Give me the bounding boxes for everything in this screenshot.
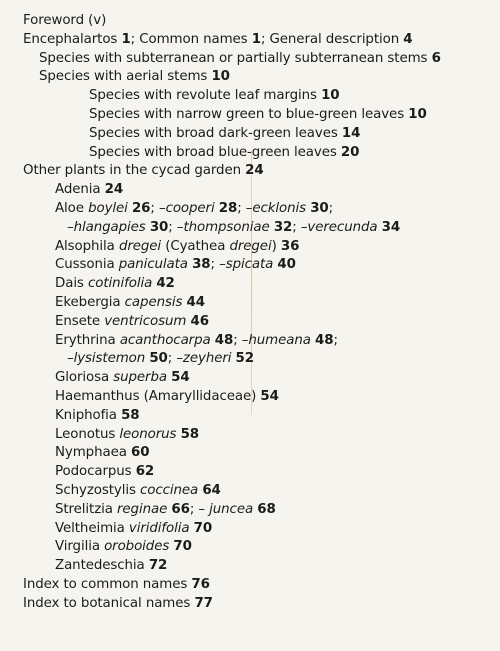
entry-text: Index to common names xyxy=(23,576,192,592)
page-number: 48 xyxy=(214,332,234,348)
species-epithet: spicata xyxy=(225,257,274,273)
page-number: 70 xyxy=(193,520,213,536)
page-number: 44 xyxy=(186,294,205,310)
toc-entry xyxy=(0,294,500,313)
species-epithet: reginae xyxy=(117,501,168,517)
toc-entry xyxy=(0,125,500,144)
entry-text: Virgilia xyxy=(55,539,105,555)
entry-text: Adenia xyxy=(55,182,105,198)
species-epithet: dregei xyxy=(229,238,272,254)
toc-entry xyxy=(0,444,500,463)
entry-text: Veltheimia xyxy=(55,520,129,536)
toc-entry xyxy=(0,275,500,294)
entry-text: Species with broad dark-green leaves xyxy=(89,125,342,141)
page-number: 30 xyxy=(149,219,169,235)
toc-entry xyxy=(0,87,500,106)
page-number: 68 xyxy=(257,501,276,517)
species-epithet: ventricosum xyxy=(104,313,187,329)
page-number: 1 xyxy=(251,31,261,47)
species-epithet: hlangapies xyxy=(73,219,146,235)
page-number: 52 xyxy=(235,351,254,367)
species-epithet: coccinea xyxy=(140,482,199,498)
table-of-contents xyxy=(0,12,500,614)
entry-text: ) xyxy=(271,238,281,254)
species-epithet: capensis xyxy=(124,294,183,310)
toc-entry xyxy=(0,12,500,31)
toc-entry xyxy=(0,595,500,614)
toc-entry xyxy=(0,313,500,332)
entry-text: ; – xyxy=(189,501,210,517)
page-number: 26 xyxy=(131,200,151,216)
page-number: 46 xyxy=(190,313,209,329)
entry-text: Index to botanical names xyxy=(23,595,195,611)
page-number: 50 xyxy=(149,351,168,367)
entry-text: ; – xyxy=(292,219,308,235)
entry-text: Leonotus xyxy=(55,426,120,442)
entry-text: ; – xyxy=(233,332,249,348)
species-epithet: juncea xyxy=(209,501,254,517)
entry-text: Aloe xyxy=(55,200,89,216)
page-number: 38 xyxy=(192,257,211,273)
page-number: 14 xyxy=(341,125,361,141)
species-epithet: paniculata xyxy=(118,257,188,273)
page-number: 10 xyxy=(408,106,427,122)
entry-text: ; – xyxy=(167,351,183,367)
species-epithet: oroboides xyxy=(104,539,170,555)
entry-text: Species with revolute leaf margins xyxy=(89,88,322,104)
entry-text: ; – xyxy=(237,200,253,216)
species-epithet: cotinifolia xyxy=(87,276,153,292)
page-number: 4 xyxy=(403,31,413,47)
entry-text: Species with subterranean or partially subterranean stems xyxy=(39,50,432,66)
entry-text: Strelitzia xyxy=(55,501,118,517)
entry-text: Ekebergia xyxy=(55,294,125,310)
species-epithet: viridifolia xyxy=(128,520,190,536)
entry-text: Nymphaea xyxy=(55,445,131,461)
page-number: 72 xyxy=(148,558,168,574)
page-number: 76 xyxy=(191,576,210,592)
entry-text: Podocarpus xyxy=(55,464,136,480)
page-number: 28 xyxy=(218,200,238,216)
toc-entry xyxy=(0,200,500,219)
entry-text: Species with aerial stems xyxy=(39,69,212,85)
entry-text: ; xyxy=(328,200,334,216)
toc-entry xyxy=(0,557,500,576)
page-number: 58 xyxy=(180,426,200,442)
toc-entry xyxy=(0,31,500,50)
entry-text: Species with narrow green to blue-green leaves xyxy=(89,106,409,122)
species-epithet: cooperi xyxy=(165,200,215,216)
species-epithet: verecunda xyxy=(307,219,378,235)
page-number: 10 xyxy=(211,69,230,85)
entry-text: Foreword (v) xyxy=(23,13,107,28)
species-epithet: humeana xyxy=(248,332,311,348)
toc-entry xyxy=(0,332,500,351)
entry-text: Erythrina xyxy=(55,332,120,348)
entry-text: Gloriosa xyxy=(55,370,114,386)
entry-text: Schyzostylis xyxy=(55,482,141,498)
toc-entry xyxy=(0,501,500,520)
toc-entry xyxy=(0,256,500,275)
toc-entry xyxy=(0,463,500,482)
toc-entry xyxy=(0,576,500,595)
entry-text: ; – xyxy=(150,200,166,216)
page-number: 70 xyxy=(173,539,192,555)
page-number: 66 xyxy=(171,501,190,517)
toc-entry xyxy=(0,181,500,200)
entry-text: ; – xyxy=(210,257,226,273)
page-number: 20 xyxy=(340,144,360,160)
species-epithet: dregei xyxy=(118,238,162,254)
page-number: 62 xyxy=(135,464,155,480)
toc-entry xyxy=(0,68,500,87)
entry-text: ; – xyxy=(168,219,184,235)
page-number: 10 xyxy=(321,88,340,104)
page-number: 48 xyxy=(315,332,334,348)
toc-entry xyxy=(0,426,500,445)
entry-text: (Cyathea xyxy=(161,238,230,254)
entry-text: Alsophila xyxy=(55,238,119,254)
page-number: 24 xyxy=(104,182,124,198)
toc-entry xyxy=(0,144,500,163)
species-epithet: lysistemon xyxy=(73,351,146,367)
species-epithet: ecklonis xyxy=(252,200,307,216)
page-number: 64 xyxy=(202,482,221,498)
entry-text: ; General description xyxy=(260,31,404,47)
page-number: 40 xyxy=(277,257,296,273)
entry-text: – xyxy=(67,219,74,235)
entry-text: Encephalartos xyxy=(23,31,122,47)
page-number: 32 xyxy=(273,219,293,235)
page-number: 42 xyxy=(156,276,175,292)
toc-entry xyxy=(0,238,500,257)
entry-text: Kniphofia xyxy=(55,407,122,423)
toc-entry xyxy=(0,50,500,69)
toc-entry xyxy=(0,482,500,501)
toc-entry xyxy=(0,388,500,407)
toc-entry xyxy=(0,369,500,388)
entry-text: – xyxy=(67,351,74,367)
page-number: 6 xyxy=(431,50,441,66)
species-epithet: superba xyxy=(113,370,167,386)
entry-text: Other plants in the cycad garden xyxy=(23,163,246,179)
species-epithet: boylei xyxy=(88,200,128,216)
page-number: 36 xyxy=(280,238,300,254)
entry-text: Dais xyxy=(55,276,88,292)
page-number: 54 xyxy=(260,388,279,404)
toc-entry xyxy=(0,350,500,369)
page-number: 34 xyxy=(381,219,401,235)
page-number: 30 xyxy=(310,200,329,216)
entry-text: ; Common names xyxy=(130,31,252,47)
page-number: 54 xyxy=(171,370,190,386)
entry-text: Cussonia xyxy=(55,257,119,273)
page-number: 77 xyxy=(194,595,213,611)
toc-entry xyxy=(0,520,500,539)
entry-text: ; xyxy=(333,332,338,348)
toc-entry xyxy=(0,106,500,125)
toc-entry xyxy=(0,219,500,238)
toc-entry xyxy=(0,162,500,181)
entry-text: Zantedeschia xyxy=(55,558,149,574)
page-number: 24 xyxy=(245,163,264,179)
page-number: 60 xyxy=(130,445,150,461)
toc-entry xyxy=(0,407,500,426)
species-epithet: leonorus xyxy=(119,426,177,442)
species-epithet: zeyheri xyxy=(182,351,232,367)
entry-text: Haemanthus (Amaryllidaceae) xyxy=(55,388,261,404)
page-number: 1 xyxy=(121,31,131,47)
entry-text: Species with broad blue-green leaves xyxy=(89,144,341,160)
entry-text: Ensete xyxy=(55,313,105,329)
species-epithet: thompsoniae xyxy=(183,219,270,235)
toc-entry xyxy=(0,538,500,557)
species-epithet: acanthocarpa xyxy=(119,332,211,348)
page-number: 58 xyxy=(121,407,140,423)
